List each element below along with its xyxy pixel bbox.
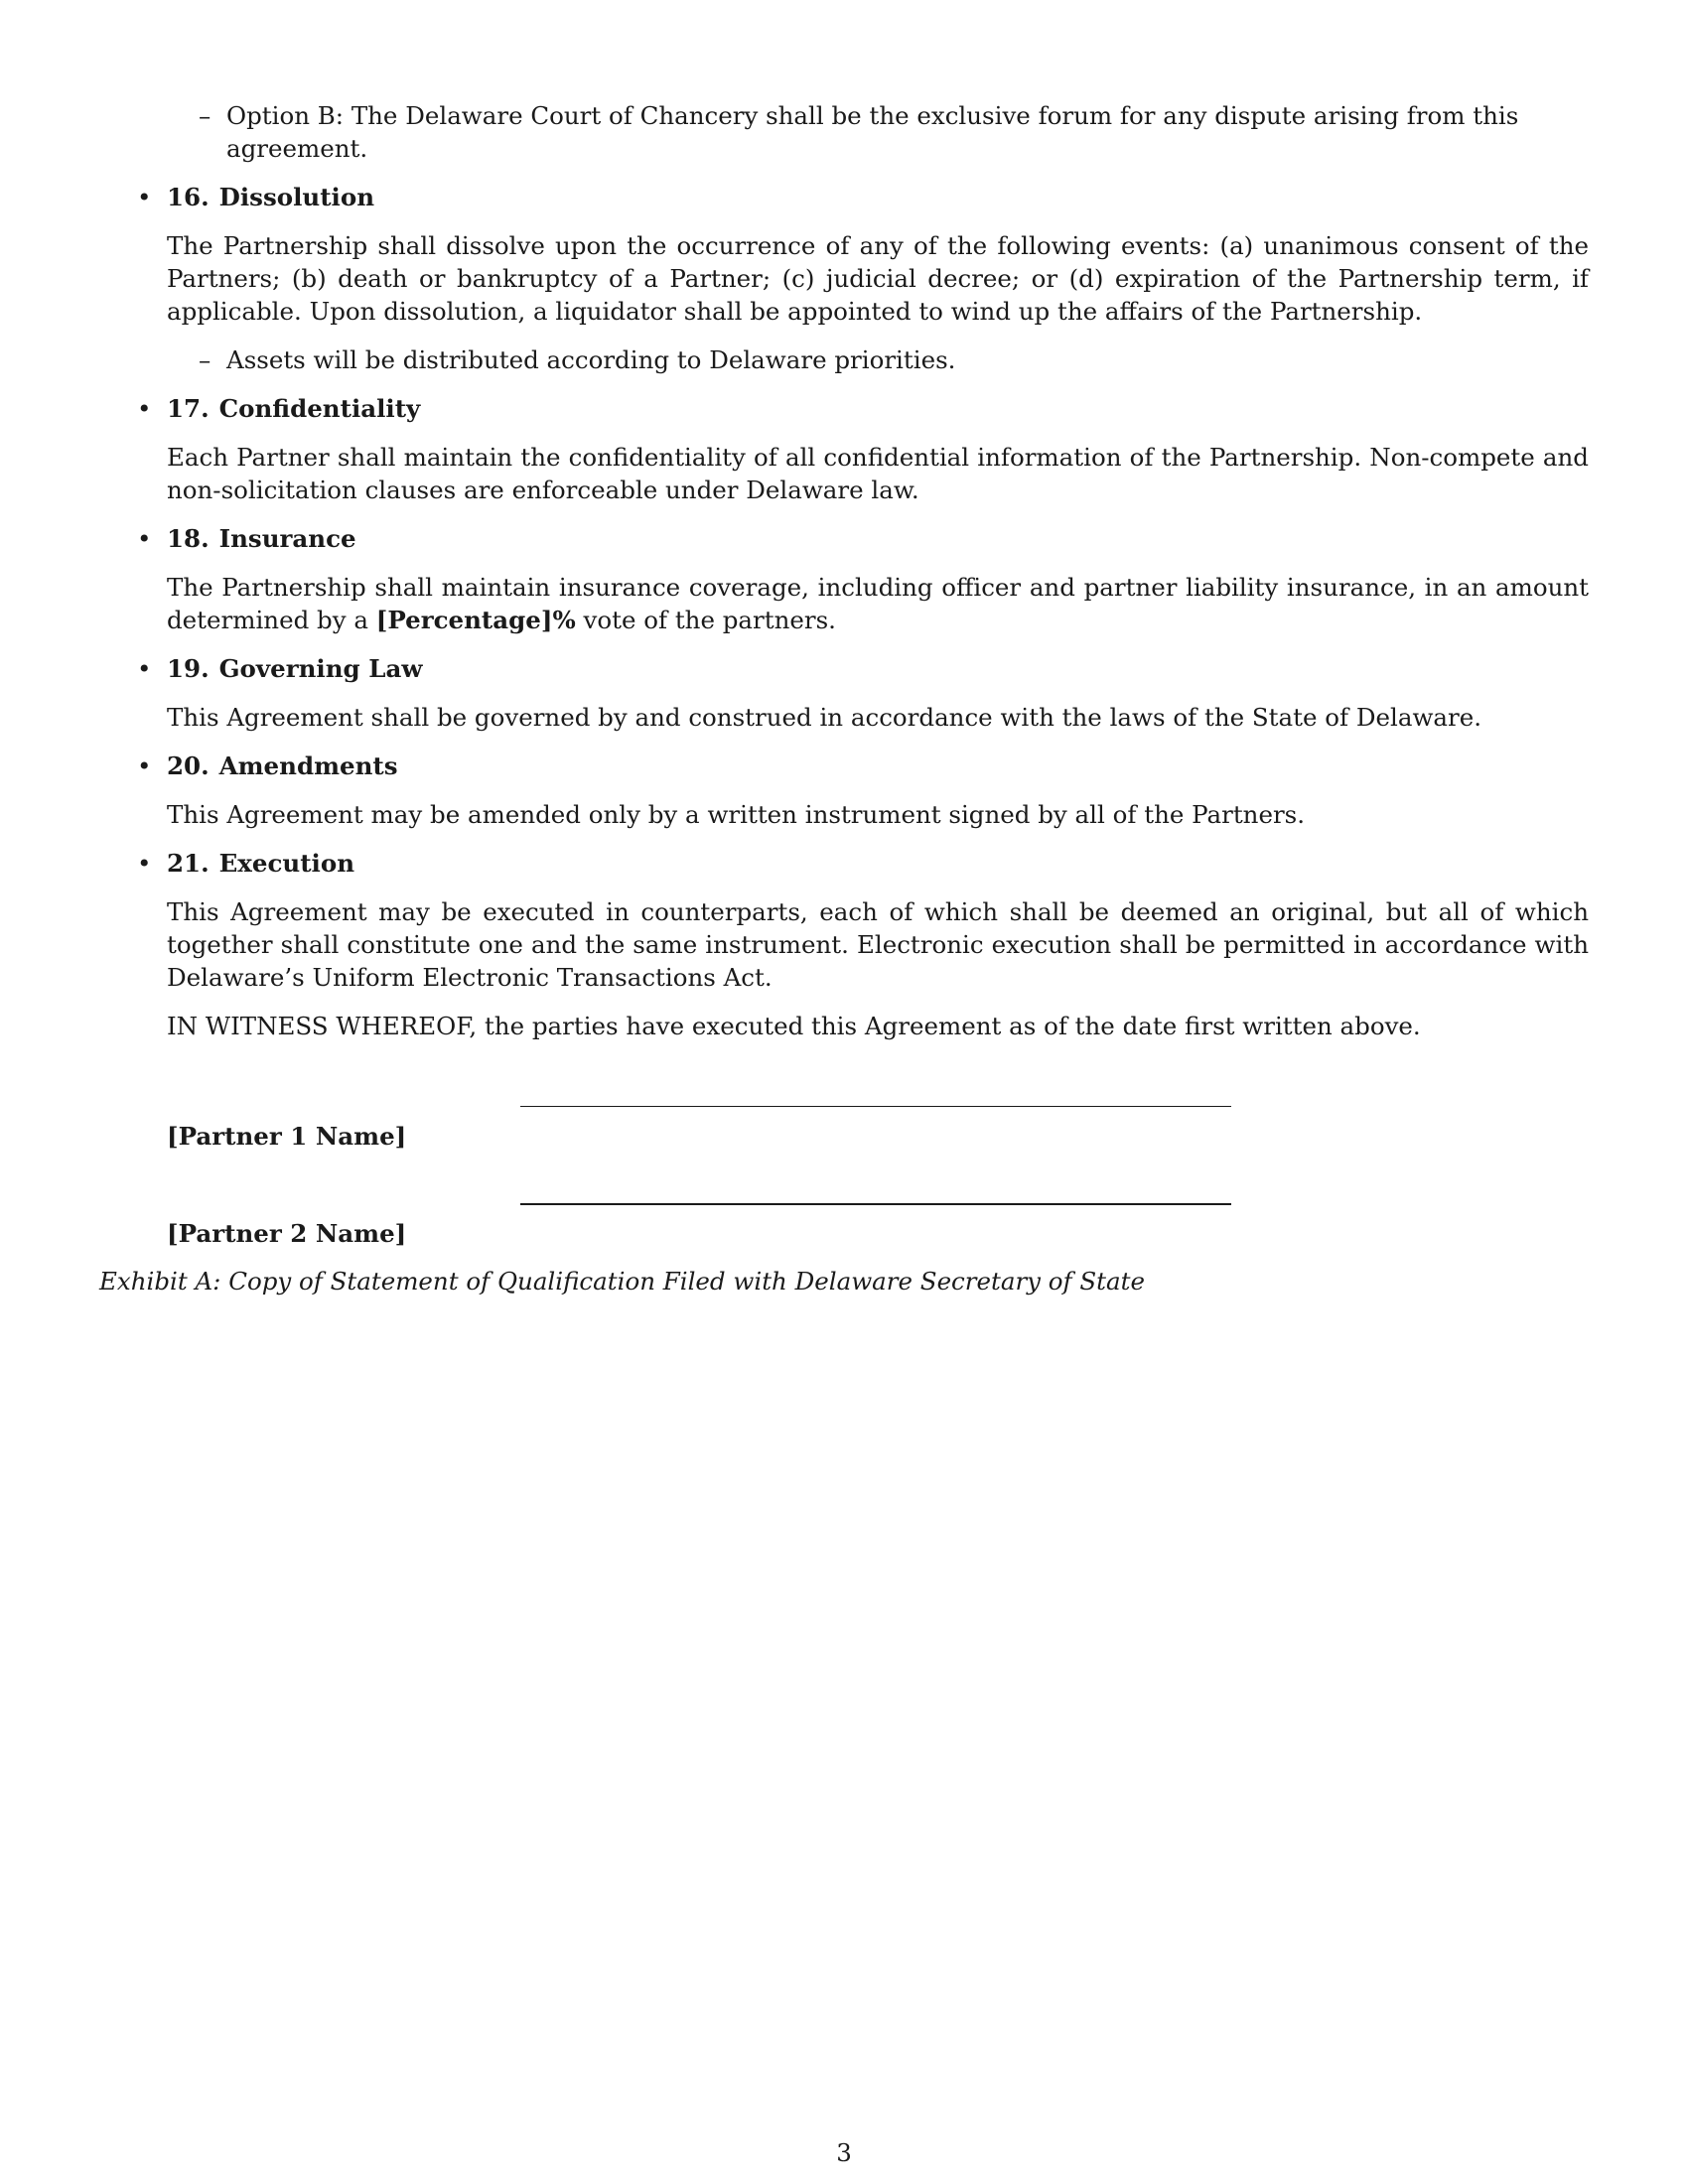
- bullet-marker: •: [137, 524, 152, 553]
- dash-marker: –: [199, 345, 211, 374]
- section-21-body: This Agreement may be executed in counterparts, each of which shall be deemed an original, but all of which together shall constitute one and the same instrument. Electronic execution shall be permitted in accordance with Delaware’s Uniform Electronic Transactions Act.: [167, 897, 1589, 992]
- section-17-heading: [129, 392, 1589, 425]
- section-16-sub-item: [129, 343, 1589, 376]
- signature-block-partner-1: [167, 1058, 1589, 1156]
- partner-2-name: [Partner 2 Name]: [167, 1219, 407, 1248]
- signature-line: [520, 1106, 1231, 1107]
- bullet-marker: •: [137, 849, 152, 878]
- partner-1-name: [Partner 1 Name]: [167, 1122, 407, 1151]
- section-title: Insurance: [218, 524, 356, 553]
- signature-block-partner-2: [167, 1156, 1589, 1253]
- section-number: 20.: [167, 751, 210, 780]
- bullet-marker: •: [137, 394, 152, 423]
- signature-line: [520, 1203, 1231, 1205]
- dash-marker: –: [199, 101, 211, 130]
- bullet-marker: •: [137, 183, 152, 211]
- section-18-body: [167, 571, 1589, 636]
- section-21-heading: [129, 847, 1589, 880]
- page-number: 3: [836, 2138, 852, 2167]
- section-19-heading: [129, 652, 1589, 685]
- section-16-heading: [129, 181, 1589, 213]
- section-20-body: This Agreement may be amended only by a written instrument signed by all of the Partners.: [167, 800, 1306, 829]
- section-title: Amendments: [218, 751, 398, 780]
- exhibit-caption: Exhibit A: Copy of Statement of Qualification Filed with Delaware Secretary of State: [99, 1267, 1145, 1296]
- section-number: 21.: [167, 849, 210, 878]
- section-number: 17.: [167, 394, 210, 423]
- section-title: Confidentiality: [218, 394, 421, 423]
- witness-clause: IN WITNESS WHEREOF, the parties have executed this Agreement as of the date first written above.: [167, 1012, 1421, 1040]
- option-b-text: Option B: The Delaware Court of Chancery shall be the exclusive forum for any dispute arising from this agreement.: [226, 101, 1519, 163]
- section-20-heading: [129, 750, 1589, 782]
- section-number: 16.: [167, 183, 210, 211]
- bullet-marker: •: [137, 751, 152, 780]
- sub-item-text: Assets will be distributed according to Delaware priorities.: [226, 345, 956, 374]
- document-body: [99, 99, 1589, 1297]
- section-19-body: This Agreement shall be governed by and construed in accordance with the laws of the State of Delaware.: [167, 703, 1482, 732]
- section-18-heading: [129, 522, 1589, 555]
- body-text: The Partnership shall maintain insurance coverage, including officer and partner liability insurance, in an amount determined by a: [167, 573, 1589, 634]
- section-16-body: The Partnership shall dissolve upon the occurrence of any of the following events: (a) unanimous consent of the Partners; (b) death or bankruptcy of a Partner; (c) judicial decree; or (d) expiration of the Partnership term, if applicable. Upon dissolution, a liquidator shall be appointed to wind up the affairs of the Partnership.: [167, 231, 1589, 326]
- section-title: Governing Law: [218, 654, 423, 683]
- option-b-item: [129, 99, 1589, 165]
- body-text: vote of the partners.: [575, 606, 836, 634]
- section-17-body: Each Partner shall maintain the confidentiality of all confidential information of the Partnership. Non-compete and non-solicitation clauses are enforceable under Delaware law.: [167, 443, 1589, 504]
- section-title: Execution: [218, 849, 355, 878]
- section-number: 18.: [167, 524, 210, 553]
- section-number: 19.: [167, 654, 210, 683]
- bullet-marker: •: [137, 654, 152, 683]
- section-title: Dissolution: [218, 183, 375, 211]
- percentage-placeholder: [Percentage]%: [375, 606, 576, 634]
